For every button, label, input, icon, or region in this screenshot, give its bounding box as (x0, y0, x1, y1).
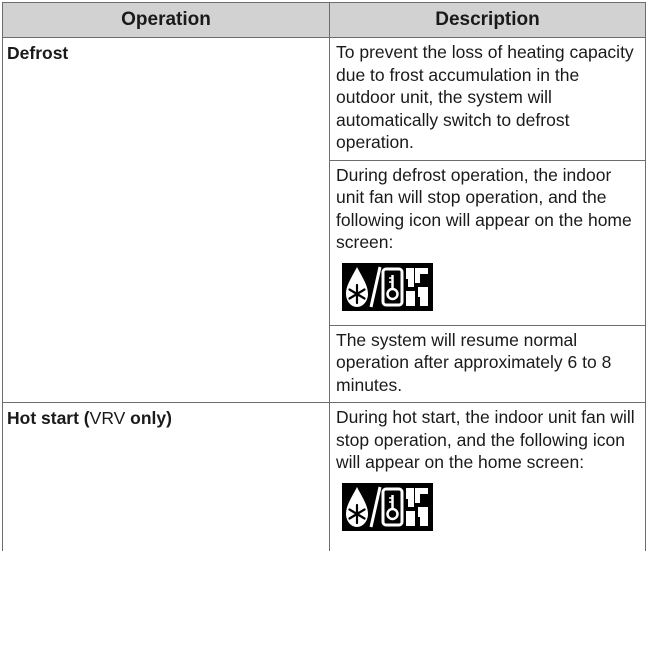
description-cell (330, 38, 646, 403)
description-paragraph-with-icon (330, 403, 645, 551)
description-text: During defrost operation, the indoor unit fan will stop operation, and the following icon will appear on the home screen: (336, 164, 632, 252)
header-operation: Operation (3, 3, 330, 38)
table-row (3, 38, 646, 403)
description-paragraph: To prevent the loss of heating capacity due to frost accumulation in the outdoor unit, the system will automatically switch to defrost operation. (336, 42, 634, 152)
table-row (3, 403, 646, 551)
header-description: Description (330, 3, 646, 38)
table-header-row (3, 3, 646, 38)
operation-name-bold: Hot start ( (7, 408, 90, 428)
operation-cell (3, 38, 330, 403)
icon-container (336, 474, 639, 545)
operation-table (2, 2, 646, 551)
icon-container (336, 254, 639, 319)
description-paragraph: The system will resume normal operation after approximately 6 to 8 minutes. (330, 325, 645, 403)
defrost-mode-icon (342, 483, 433, 531)
operation-cell (3, 403, 330, 551)
description-cell (330, 403, 646, 551)
description-text: During hot start, the indoor unit fan will stop operation, and the following icon will appear on the home screen: (336, 407, 635, 472)
operation-name-bold: only) (125, 408, 172, 428)
operation-name-regular: VRV (89, 408, 126, 428)
operation-name: Defrost (7, 43, 69, 63)
defrost-mode-icon (342, 263, 433, 311)
description-paragraph-with-icon (330, 160, 645, 325)
